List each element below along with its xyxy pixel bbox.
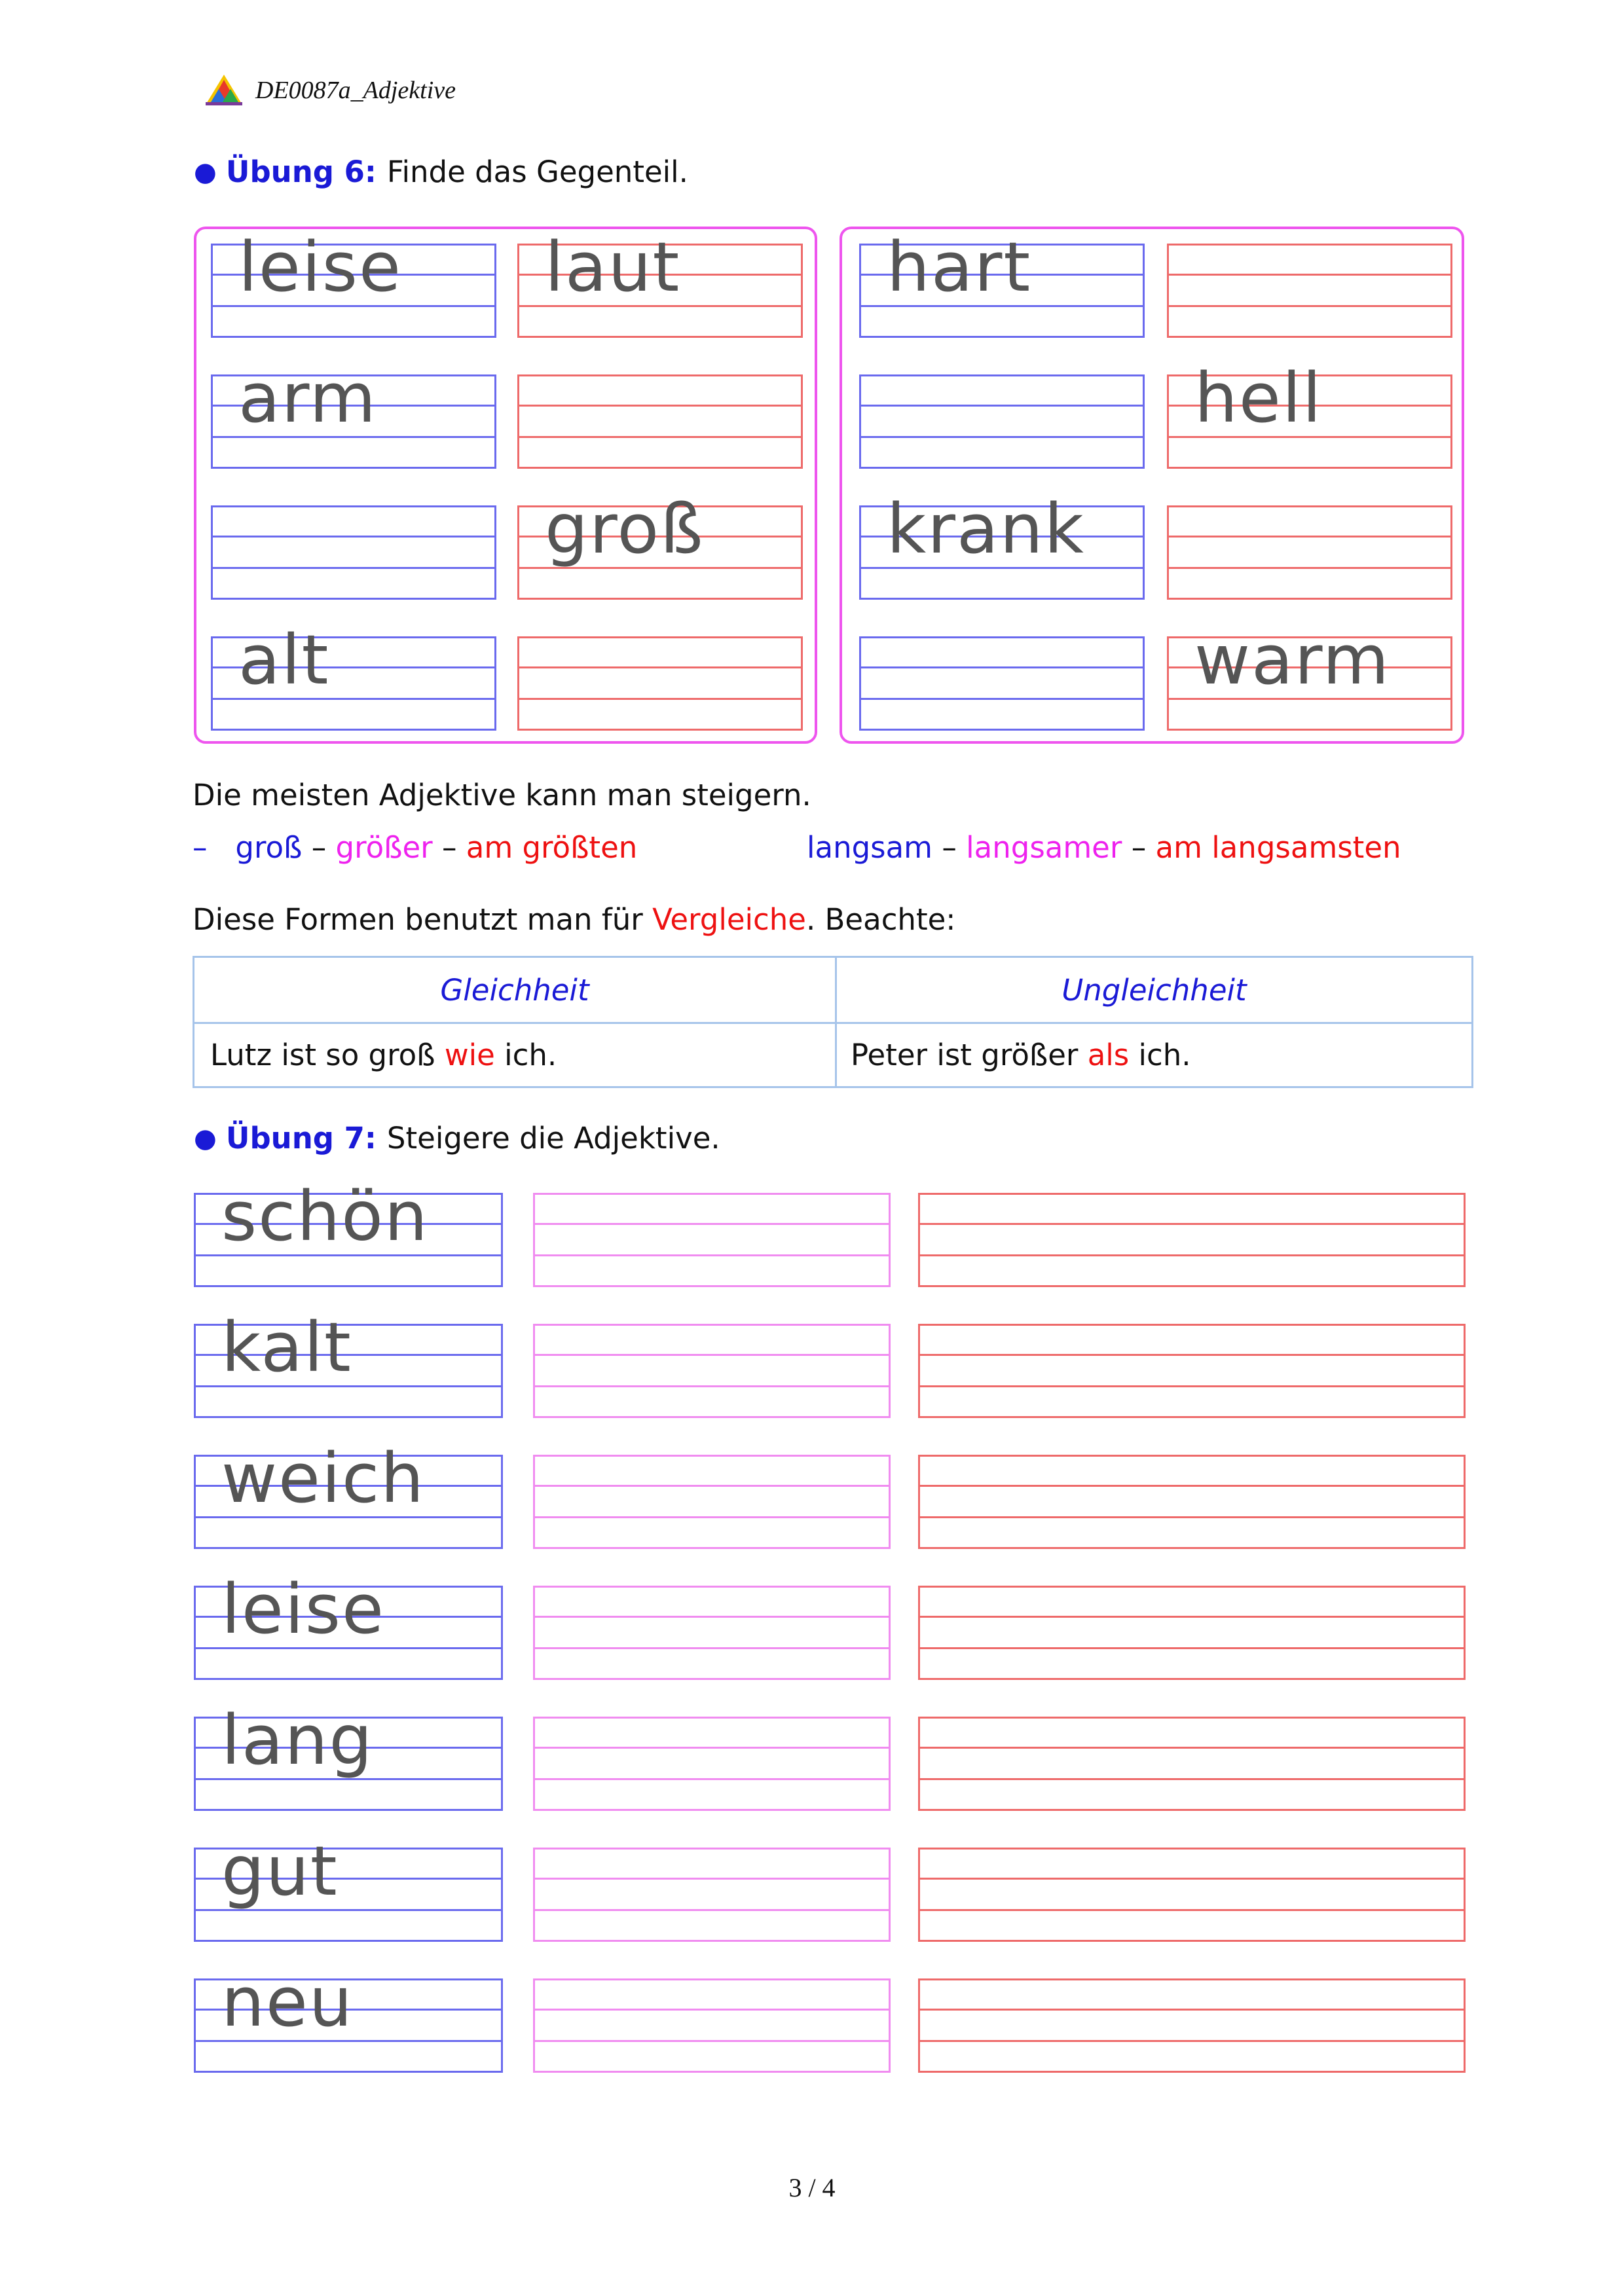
box-edge bbox=[1167, 636, 1169, 731]
separator: – bbox=[311, 830, 327, 865]
ruling-line bbox=[918, 2009, 1466, 2011]
superlative-box-red[interactable] bbox=[918, 1848, 1466, 1942]
ruling-line bbox=[533, 1354, 891, 1356]
word-box-blue[interactable] bbox=[859, 374, 1145, 469]
ruling-line bbox=[859, 729, 1145, 731]
compare-note-after: . Beachte: bbox=[805, 902, 956, 937]
handwritten-word: lang bbox=[221, 1700, 374, 1780]
handwritten-word: arm bbox=[238, 358, 377, 438]
ruling-line bbox=[533, 1809, 891, 1811]
box-edge bbox=[501, 1193, 503, 1287]
box-edge bbox=[1143, 244, 1145, 338]
box-edge bbox=[494, 636, 496, 731]
box-edge bbox=[889, 1978, 891, 2073]
ruling-line bbox=[918, 2071, 1466, 2073]
ruling-line bbox=[918, 1778, 1466, 1780]
handwritten-word: gut bbox=[221, 1831, 339, 1911]
table-header-ungleichheit: Ungleichheit bbox=[1061, 972, 1247, 1008]
ruling-line bbox=[918, 1616, 1466, 1618]
ruling-line bbox=[533, 1193, 891, 1195]
ruling-line bbox=[918, 1285, 1466, 1287]
sentence-end: ich. bbox=[504, 1038, 557, 1072]
box-edge bbox=[889, 1193, 891, 1287]
ruling-line bbox=[533, 1940, 891, 1942]
ruling-line bbox=[211, 598, 496, 600]
ruling-line bbox=[918, 1416, 1466, 1418]
ruling-line bbox=[918, 1223, 1466, 1225]
ruling-line bbox=[533, 1416, 891, 1418]
word-box-blue[interactable] bbox=[211, 505, 496, 600]
ruling-line bbox=[918, 1647, 1466, 1649]
comparative-form: größer bbox=[335, 830, 433, 865]
ruling-line bbox=[517, 636, 803, 638]
ruling-line bbox=[517, 436, 803, 438]
ruling-line bbox=[859, 336, 1145, 338]
ruling-line bbox=[533, 1616, 891, 1618]
box-edge bbox=[801, 505, 803, 600]
box-edge bbox=[517, 636, 519, 731]
box-edge bbox=[194, 1717, 196, 1811]
handwritten-word: laut bbox=[545, 227, 681, 307]
exercise-6-instruction: Finde das Gegenteil. bbox=[386, 155, 688, 189]
table-cell-equality bbox=[210, 1022, 557, 1088]
box-edge bbox=[918, 1193, 920, 1287]
word-box-blue[interactable] bbox=[211, 620, 496, 731]
ruling-line bbox=[211, 567, 496, 569]
ruling-line bbox=[211, 336, 496, 338]
exercise-6-heading bbox=[194, 155, 688, 189]
ruling-line bbox=[533, 1747, 891, 1749]
sentence-start: Peter ist größer bbox=[851, 1038, 1079, 1072]
box-edge bbox=[918, 1324, 920, 1418]
box-edge bbox=[918, 1848, 920, 1942]
comparative-box-pink[interactable] bbox=[533, 1978, 891, 2073]
box-edge bbox=[494, 244, 496, 338]
ruling-line bbox=[918, 1547, 1466, 1549]
handwritten-word: groß bbox=[545, 489, 705, 569]
ruling-line bbox=[918, 1193, 1466, 1195]
ruling-line bbox=[859, 598, 1145, 600]
table-header-gleichheit: Gleichheit bbox=[440, 972, 589, 1008]
compare-note-highlight: Vergleiche bbox=[652, 902, 806, 937]
box-edge bbox=[211, 244, 213, 338]
ruling-line bbox=[533, 1285, 891, 1287]
grammar-intro: Die meisten Adjektive kann man steigern. bbox=[193, 778, 811, 812]
box-edge bbox=[1450, 244, 1452, 338]
ruling-line bbox=[918, 1324, 1466, 1326]
handwritten-word: kalt bbox=[221, 1307, 352, 1387]
comparison-keyword: wie bbox=[444, 1038, 495, 1072]
sentence-start: Lutz ist so groß bbox=[210, 1038, 435, 1072]
ruling-line bbox=[517, 729, 803, 731]
ruling-line bbox=[517, 336, 803, 338]
ruling-line bbox=[1167, 505, 1452, 507]
word-box-blue[interactable] bbox=[194, 1831, 503, 1942]
box-edge bbox=[533, 1978, 535, 2073]
box-edge bbox=[211, 636, 213, 731]
word-box-blue[interactable] bbox=[194, 1438, 503, 1549]
box-edge bbox=[211, 505, 213, 600]
ruling-line bbox=[533, 1485, 891, 1487]
ruling-line bbox=[918, 1485, 1466, 1487]
box-edge bbox=[494, 374, 496, 469]
ruling-line bbox=[918, 1909, 1466, 1911]
word-box-blue[interactable] bbox=[194, 1569, 503, 1680]
ruling-line bbox=[1167, 274, 1452, 276]
comparative-box-pink[interactable] bbox=[533, 1455, 891, 1549]
ruling-line bbox=[918, 1385, 1466, 1387]
ruling-line bbox=[194, 1809, 503, 1811]
answer-box-red[interactable] bbox=[1167, 358, 1452, 469]
box-edge bbox=[194, 1848, 196, 1942]
ruling-line bbox=[918, 1878, 1466, 1880]
box-edge bbox=[1143, 505, 1145, 600]
box-edge bbox=[859, 244, 861, 338]
box-edge bbox=[211, 374, 213, 469]
handwritten-word: schön bbox=[221, 1176, 429, 1256]
comparative-box-pink[interactable] bbox=[533, 1848, 891, 1942]
ruling-line bbox=[211, 729, 496, 731]
ruling-line bbox=[1167, 244, 1452, 246]
answer-box-red[interactable] bbox=[1167, 505, 1452, 600]
box-edge bbox=[533, 1324, 535, 1418]
exercise-7-instruction: Steigere die Adjektive. bbox=[386, 1121, 720, 1156]
answer-box-red[interactable] bbox=[1167, 620, 1452, 731]
ruling-line bbox=[1167, 336, 1452, 338]
ruling-line bbox=[918, 2040, 1466, 2042]
ruling-line bbox=[517, 405, 803, 407]
ruling-line bbox=[859, 405, 1145, 407]
ruling-line bbox=[533, 1678, 891, 1680]
box-edge bbox=[889, 1586, 891, 1680]
box-edge bbox=[1464, 1455, 1466, 1549]
box-edge bbox=[1167, 505, 1169, 600]
handwritten-word: hart bbox=[887, 227, 1032, 307]
ruling-line bbox=[533, 1324, 891, 1326]
box-edge bbox=[859, 505, 861, 600]
ruling-line bbox=[194, 2071, 503, 2073]
handwritten-word: leise bbox=[238, 227, 402, 307]
handwritten-word: krank bbox=[887, 489, 1085, 569]
comparative-box-pink[interactable] bbox=[533, 1586, 891, 1680]
separator: – bbox=[1131, 830, 1147, 865]
ruling-line bbox=[533, 2071, 891, 2073]
ruling-line bbox=[211, 505, 496, 507]
box-edge bbox=[194, 1193, 196, 1287]
ruling-line bbox=[533, 1978, 891, 1980]
box-edge bbox=[517, 244, 519, 338]
superlative-box-red[interactable] bbox=[918, 1455, 1466, 1549]
box-edge bbox=[517, 505, 519, 600]
box-edge bbox=[918, 1455, 920, 1549]
ruling-line bbox=[918, 1516, 1466, 1518]
ruling-line bbox=[1167, 567, 1452, 569]
answer-box-red[interactable] bbox=[1167, 244, 1452, 338]
ruling-line bbox=[194, 1285, 503, 1287]
ruling-line bbox=[533, 1878, 891, 1880]
comparative-box-pink[interactable] bbox=[533, 1193, 891, 1287]
superlative-form: am langsamsten bbox=[1155, 830, 1401, 865]
ruling-line bbox=[533, 1586, 891, 1588]
comparative-box-pink[interactable] bbox=[533, 1324, 891, 1418]
ruling-line bbox=[859, 436, 1145, 438]
ruling-line bbox=[533, 1455, 891, 1457]
ruling-line bbox=[859, 666, 1145, 668]
box-edge bbox=[889, 1324, 891, 1418]
bullet-icon: ● bbox=[194, 1123, 217, 1154]
box-edge bbox=[918, 1717, 920, 1811]
ruling-line bbox=[533, 2040, 891, 2042]
handwritten-word: weich bbox=[221, 1438, 426, 1518]
ruling-line bbox=[918, 1940, 1466, 1942]
word-box-blue[interactable] bbox=[211, 227, 496, 338]
ruling-line bbox=[918, 1678, 1466, 1680]
positive-form: groß bbox=[235, 830, 303, 865]
ruling-line bbox=[533, 1223, 891, 1225]
word-box-blue[interactable] bbox=[859, 227, 1145, 338]
ruling-line bbox=[859, 698, 1145, 700]
word-box-blue[interactable] bbox=[194, 1962, 503, 2073]
bullet-icon: ● bbox=[194, 156, 217, 187]
box-edge bbox=[1464, 1193, 1466, 1287]
ruling-line bbox=[533, 2009, 891, 2011]
ruling-line bbox=[517, 598, 803, 600]
box-edge bbox=[501, 1848, 503, 1942]
ruling-line bbox=[1167, 536, 1452, 538]
answer-box-red[interactable] bbox=[517, 227, 803, 338]
box-edge bbox=[1167, 374, 1169, 469]
box-edge bbox=[517, 374, 519, 469]
superlative-box-red[interactable] bbox=[918, 1193, 1466, 1287]
box-edge bbox=[859, 636, 861, 731]
document-id: DE0087a_Adjektive bbox=[255, 77, 456, 104]
ruling-line bbox=[1167, 305, 1452, 307]
box-edge bbox=[194, 1978, 196, 2073]
table-cell-inequality bbox=[851, 1022, 1191, 1088]
ruling-line bbox=[194, 1678, 503, 1680]
handwritten-word: warm bbox=[1194, 620, 1391, 700]
ruling-line bbox=[533, 1909, 891, 1911]
box-edge bbox=[1464, 1586, 1466, 1680]
word-box-blue[interactable] bbox=[194, 1307, 503, 1418]
example-dash: – bbox=[193, 830, 208, 865]
exercise-7-label: Übung 7: bbox=[225, 1121, 377, 1156]
ruling-line bbox=[918, 1254, 1466, 1256]
comparison-example-langsam bbox=[807, 830, 1401, 865]
ruling-line bbox=[194, 1416, 503, 1418]
box-edge bbox=[501, 1455, 503, 1549]
box-edge bbox=[501, 1717, 503, 1811]
superlative-box-red[interactable] bbox=[918, 1717, 1466, 1811]
ruling-line bbox=[918, 1848, 1466, 1850]
ruling-line bbox=[859, 636, 1145, 638]
compare-note-before: Diese Formen benutzt man für bbox=[193, 902, 643, 937]
box-edge bbox=[889, 1848, 891, 1942]
ruling-line bbox=[533, 1647, 891, 1649]
box-edge bbox=[918, 1978, 920, 2073]
ruling-line bbox=[918, 1354, 1466, 1356]
ruling-line bbox=[918, 1747, 1466, 1749]
ruling-line bbox=[517, 467, 803, 469]
box-edge bbox=[1464, 1717, 1466, 1811]
box-edge bbox=[918, 1586, 920, 1680]
comparative-form: langsamer bbox=[966, 830, 1122, 865]
ruling-line bbox=[194, 1940, 503, 1942]
box-edge bbox=[1464, 1848, 1466, 1942]
box-edge bbox=[1464, 1978, 1466, 2073]
ruling-line bbox=[517, 374, 803, 376]
sentence-end: ich. bbox=[1138, 1038, 1191, 1072]
ruling-line bbox=[211, 536, 496, 538]
comparison-keyword: als bbox=[1087, 1038, 1130, 1072]
box-edge bbox=[801, 244, 803, 338]
ruling-line bbox=[533, 1547, 891, 1549]
answer-box-red[interactable] bbox=[517, 374, 803, 469]
superlative-box-red[interactable] bbox=[918, 1324, 1466, 1418]
ruling-line bbox=[859, 467, 1145, 469]
ruling-line bbox=[533, 1254, 891, 1256]
box-edge bbox=[1464, 1324, 1466, 1418]
ruling-line bbox=[1167, 467, 1452, 469]
word-box-blue[interactable] bbox=[211, 358, 496, 469]
ruling-line bbox=[533, 1385, 891, 1387]
ruling-line bbox=[533, 1778, 891, 1780]
word-box-blue[interactable] bbox=[194, 1700, 503, 1811]
box-edge bbox=[801, 374, 803, 469]
comparison-table bbox=[193, 956, 1473, 1088]
ruling-line bbox=[859, 374, 1145, 376]
box-edge bbox=[194, 1455, 196, 1549]
ruling-line bbox=[517, 698, 803, 700]
superlative-box-red[interactable] bbox=[918, 1586, 1466, 1680]
box-edge bbox=[1143, 636, 1145, 731]
word-box-blue[interactable] bbox=[194, 1176, 503, 1287]
handwritten-word: hell bbox=[1194, 358, 1323, 438]
box-edge bbox=[533, 1717, 535, 1811]
box-edge bbox=[1167, 244, 1169, 338]
answer-box-red[interactable] bbox=[517, 489, 803, 600]
ruling-line bbox=[918, 1455, 1466, 1457]
box-edge bbox=[801, 636, 803, 731]
box-edge bbox=[501, 1586, 503, 1680]
ruling-line bbox=[1167, 598, 1452, 600]
box-edge bbox=[194, 1586, 196, 1680]
ruling-line bbox=[918, 1809, 1466, 1811]
exercise-7-heading bbox=[194, 1121, 720, 1156]
ruling-line bbox=[533, 1848, 891, 1850]
ruling-line bbox=[533, 1717, 891, 1719]
exercise-6-label: Übung 6: bbox=[225, 155, 377, 189]
box-edge bbox=[859, 374, 861, 469]
ruling-line bbox=[918, 1978, 1466, 1980]
page-number: 3 / 4 bbox=[788, 2173, 836, 2202]
ruling-line bbox=[918, 1586, 1466, 1588]
box-edge bbox=[1143, 374, 1145, 469]
logo-icon bbox=[204, 73, 244, 107]
ruling-line bbox=[533, 1516, 891, 1518]
word-box-blue[interactable] bbox=[859, 636, 1145, 731]
box-edge bbox=[1450, 374, 1452, 469]
box-edge bbox=[194, 1324, 196, 1418]
compare-note bbox=[193, 902, 955, 937]
superlative-form: am größten bbox=[466, 830, 638, 865]
separator: – bbox=[441, 830, 457, 865]
positive-form: langsam bbox=[807, 830, 933, 865]
box-edge bbox=[533, 1848, 535, 1942]
box-edge bbox=[1450, 636, 1452, 731]
ruling-line bbox=[211, 467, 496, 469]
box-edge bbox=[533, 1586, 535, 1680]
document-header bbox=[204, 71, 456, 110]
answer-box-red[interactable] bbox=[517, 636, 803, 731]
handwritten-word: neu bbox=[221, 1962, 354, 2042]
box-edge bbox=[1450, 505, 1452, 600]
separator: – bbox=[942, 830, 957, 865]
comparison-example-gross bbox=[193, 830, 637, 865]
ruling-line bbox=[517, 666, 803, 668]
box-edge bbox=[501, 1324, 503, 1418]
handwritten-word: alt bbox=[238, 620, 330, 700]
box-edge bbox=[533, 1193, 535, 1287]
box-edge bbox=[501, 1978, 503, 2073]
ruling-line bbox=[918, 1717, 1466, 1719]
ruling-line bbox=[1167, 729, 1452, 731]
comparative-box-pink[interactable] bbox=[533, 1717, 891, 1811]
ruling-line bbox=[194, 1547, 503, 1549]
word-box-blue[interactable] bbox=[859, 489, 1145, 600]
handwritten-word: leise bbox=[221, 1569, 385, 1649]
box-edge bbox=[889, 1455, 891, 1549]
superlative-box-red[interactable] bbox=[918, 1978, 1466, 2073]
box-edge bbox=[889, 1717, 891, 1811]
box-edge bbox=[533, 1455, 535, 1549]
box-edge bbox=[494, 505, 496, 600]
